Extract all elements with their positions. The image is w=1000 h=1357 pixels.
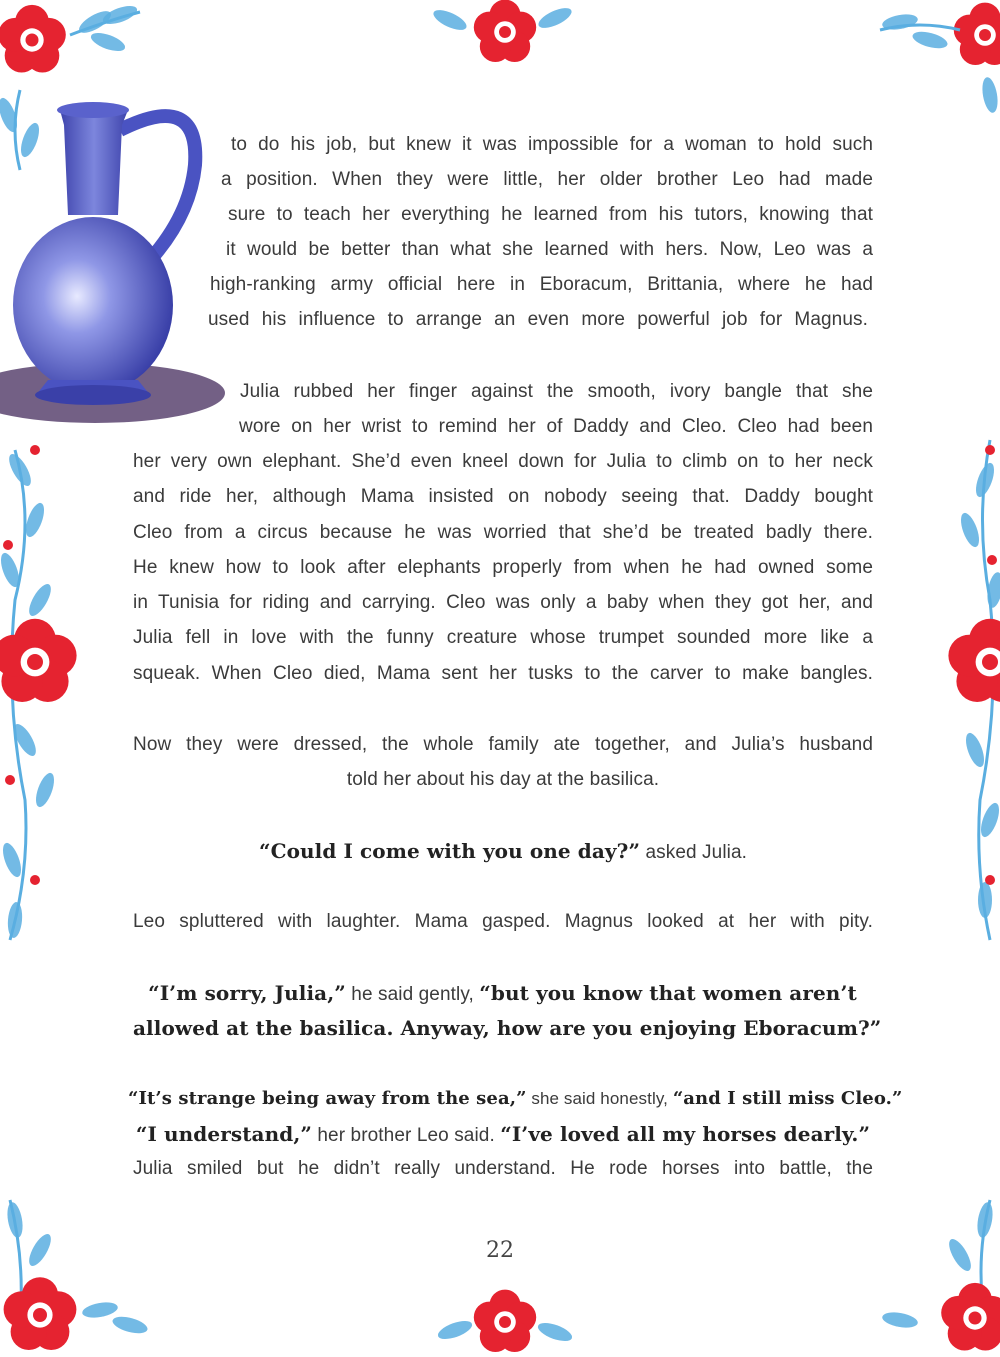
flower-icon [948, 619, 1000, 702]
text-line: Cleo from a circus because he was worried that she’d be treated badly there. [133, 522, 873, 543]
text-line: squeak. When Cleo died, Mama sent her tusks to the carver to make bangles. [133, 663, 873, 684]
text-line: Julia rubbed her finger against the smooth, ivory bangle that she [240, 381, 873, 402]
dialogue-line [128, 1087, 903, 1111]
text-line: her very own elephant. She’d even kneel down for Julia to climb on to her neck [133, 451, 873, 472]
text-line: a position. When they were little, her older brother Leo had made [221, 169, 873, 190]
dialogue-line [133, 839, 873, 865]
dialogue-line [125, 981, 880, 1007]
dialogue-tag: asked Julia. [640, 842, 748, 863]
text-line: it would be better than what she learned with hers. Now, Leo was a [226, 239, 873, 260]
flower-icon [474, 1290, 536, 1352]
dialogue-quote: “and I still miss Cleo.” [672, 1088, 903, 1109]
text-line: and ride her, although Mama insisted on nobody seeing that. Daddy bought [133, 486, 873, 507]
text-line: used his influence to arrange an even more powerful job for Magnus. [208, 309, 868, 330]
flower-icon [954, 3, 1000, 65]
text-line: He knew how to look after elephants properly from when he had owned some [133, 557, 873, 578]
dialogue-tag: her brother Leo said. [312, 1125, 501, 1146]
flower-icon [4, 1277, 77, 1350]
jug-illustration [0, 95, 230, 425]
flower-icon [474, 0, 536, 62]
dialogue-quote: “Could I come with you one day?” [258, 839, 641, 863]
text-line: to do his job, but knew it was impossible for a woman to hold such [231, 134, 873, 155]
dialogue-quote: allowed at the basilica. Anyway, how are you enjoying Eboracum?” [133, 1016, 882, 1040]
flower-icon [941, 1283, 1000, 1351]
dialogue-tag: he said gently, [345, 984, 480, 1005]
dialogue-tag: she said honestly, [526, 1089, 673, 1108]
text-line: high-ranking army official here in Eboracum, Brittania, where he had [210, 274, 873, 295]
dialogue-quote: “It’s strange being away from the sea,” [128, 1088, 527, 1109]
text-line: Julia fell in love with the funny creature whose trumpet sounded more like a [133, 627, 873, 648]
dialogue-quote: “I’ve loved all my horses dearly.” [500, 1122, 871, 1146]
dialogue-quote: “I understand,” [135, 1122, 313, 1146]
text-line: told her about his day at the basilica. [346, 769, 660, 790]
dialogue-quote: “but you know that women aren’t [479, 981, 857, 1005]
dialogue-quote: “I’m sorry, Julia,” [148, 981, 346, 1005]
dialogue-line [133, 1016, 882, 1042]
dialogue-line [128, 1122, 878, 1148]
flower-icon [0, 5, 66, 73]
text-line: wore on her wrist to remind her of Daddy and Cleo. Cleo had been [239, 416, 873, 437]
text-line: in Tunisia for riding and carrying. Cleo was only a baby when they got her, and [133, 592, 873, 613]
text-line: Leo spluttered with laughter. Mama gasped. Magnus looked at her with pity. [133, 911, 873, 932]
text-line: Julia smiled but he didn’t really understand. He rode horses into battle, the [133, 1158, 873, 1179]
text-line: sure to teach her everything he learned from his tutors, knowing that [228, 204, 873, 225]
page-number: 22 [486, 1238, 514, 1263]
text-line: Now they were dressed, the whole family ate together, and Julia’s husband [133, 734, 873, 755]
